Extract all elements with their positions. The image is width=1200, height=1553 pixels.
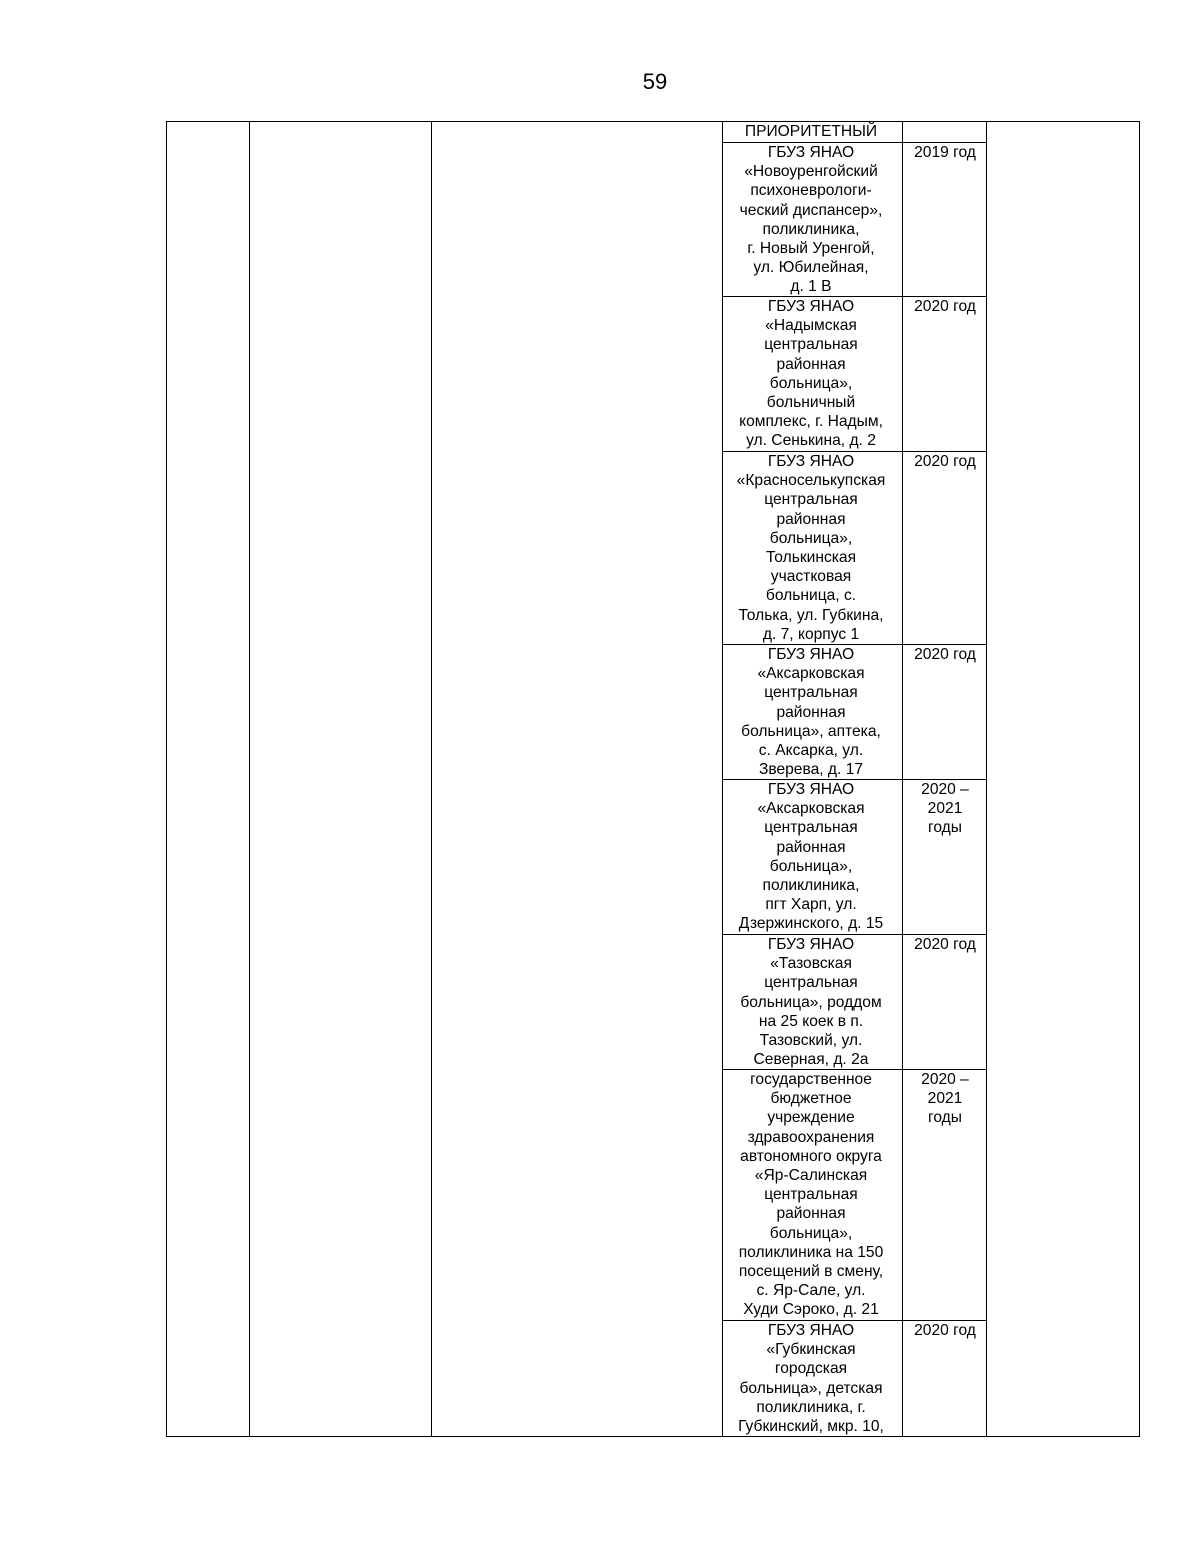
facility-cell: ГБУЗ ЯНАО «Аксарковская центральная районная больница», поликлиника, пгт Харп, ул. Дзержинского, д. 15 (738, 781, 884, 933)
year-cell: 2020 год (914, 298, 976, 315)
year-cell: 2020 год (914, 1322, 976, 1339)
facility-cell: ГБУЗ ЯНАО «Надымская центральная районная больница», больничный комплекс, г. Надым, ул. Сенькина, д. 2 (739, 298, 883, 450)
table-header-fragment: ПРИОРИТЕТНЫЙ (744, 123, 878, 140)
facility-cell: ГБУЗ ЯНАО «Красноселькупская центральная районная больница», Толькинская участковая больница, с. Толька, ул. Губкина, д. 7, корпус 1 (736, 453, 886, 643)
column-divider (249, 122, 250, 1436)
year-cell: 2020 – 2021 годы (921, 781, 969, 837)
year-cell: 2020 – 2021 годы (921, 1071, 969, 1127)
year-cell: 2020 год (914, 936, 976, 953)
facility-cell: ГБУЗ ЯНАО «Аксарковская центральная районная больница», аптека, с. Аксарка, ул. Зверева, д. 17 (741, 646, 881, 779)
page-number: 59 (642, 69, 668, 94)
year-cell: 2019 год (914, 144, 976, 161)
facility-cell: ГБУЗ ЯНАО «Тазовская центральная больница», роддом на 25 коек в п. Тазовский, ул. Северная, д. 2а (740, 936, 882, 1069)
data-table (166, 121, 1140, 1437)
year-cell: 2020 год (914, 646, 976, 663)
facility-cell: ГБУЗ ЯНАО «Губкинская городская больница», детская поликлиника, г. Губкинский, мкр. 10, (738, 1322, 884, 1436)
facility-cell: ГБУЗ ЯНАО «Новоуренгойский психоневрологи- ческий диспансер», поликлиника, г. Новый Уренгой, ул. Юбилейная, д. 1 В (739, 144, 883, 296)
column-divider (431, 122, 432, 1436)
facility-cell: государственное бюджетное учреждение здравоохранения автономного округа «Яр-Салинская центральная районная больница», поликлиника на 150 посещений в смену, с. Яр-Сале, ул. Худи Сэроко, д. 21 (738, 1071, 884, 1319)
year-cell: 2020 год (914, 453, 976, 470)
